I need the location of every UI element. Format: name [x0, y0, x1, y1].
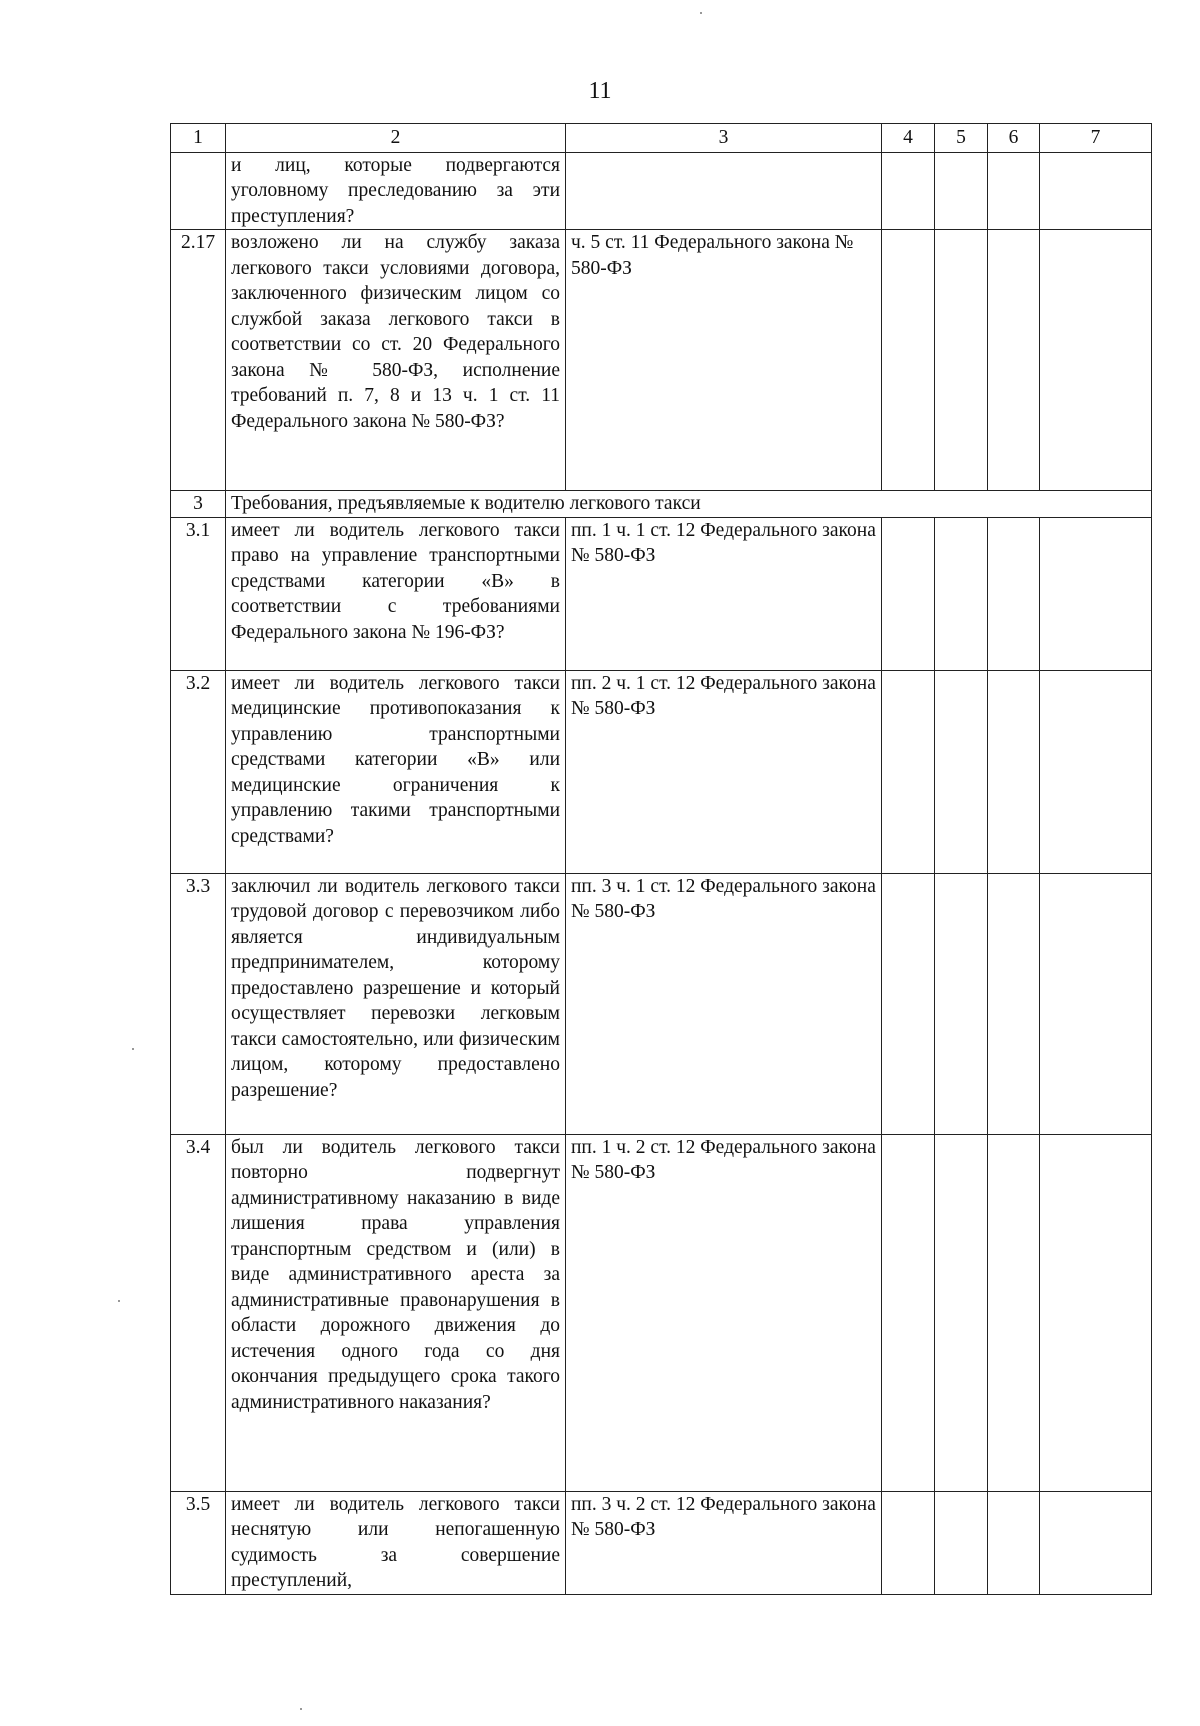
answer-cell	[935, 230, 988, 491]
answer-cell	[935, 1134, 988, 1491]
question-cell: возложено ли на службу заказа легкового такси условиями договора, заключенного физическим лицом со службой заказа легкового такси в соответствии со ст. 20 Федерального закона № 580-ФЗ, исполнение требований п. 7, 8 и 13 ч. 1 ст. 11 Федерального закона № 580-ФЗ?	[226, 230, 566, 491]
row-number	[171, 152, 226, 230]
notes-cell	[1040, 670, 1152, 873]
column-header: 7	[1040, 124, 1152, 153]
notes-cell	[1040, 517, 1152, 670]
answer-cell	[988, 1134, 1040, 1491]
row-number: 2.17	[171, 230, 226, 491]
table-row	[171, 873, 1152, 1134]
row-number: 3.3	[171, 873, 226, 1134]
page-number: 11	[588, 78, 612, 104]
answer-cell	[988, 1491, 1040, 1594]
scan-speck	[118, 1300, 120, 1302]
legal-basis-cell: пп. 2 ч. 1 ст. 12 Федерального закона № 580-ФЗ	[566, 670, 882, 873]
section-title: Требования, предъявляемые к водителю легкового такси	[226, 491, 1152, 518]
answer-cell	[935, 873, 988, 1134]
row-number: 3.2	[171, 670, 226, 873]
answer-cell	[882, 1134, 935, 1491]
scan-speck	[700, 12, 702, 14]
notes-cell	[1040, 1491, 1152, 1594]
table-row	[171, 517, 1152, 670]
section-row	[171, 491, 1152, 518]
answer-cell	[988, 152, 1040, 230]
column-header: 5	[935, 124, 988, 153]
question-cell: имеет ли водитель легкового такси неснятую или непогашенную судимость за совершение преступлений,	[226, 1491, 566, 1594]
column-header: 1	[171, 124, 226, 153]
checklist-table	[170, 123, 1152, 1595]
column-header: 6	[988, 124, 1040, 153]
row-number: 3.1	[171, 517, 226, 670]
notes-cell	[1040, 152, 1152, 230]
answer-cell	[882, 670, 935, 873]
legal-basis-cell	[566, 152, 882, 230]
scan-speck	[300, 1708, 302, 1710]
answer-cell	[882, 152, 935, 230]
answer-cell	[988, 873, 1040, 1134]
table-row	[171, 670, 1152, 873]
legal-basis-cell: пп. 1 ч. 2 ст. 12 Федерального закона № 580-ФЗ	[566, 1134, 882, 1491]
legal-basis-cell: пп. 1 ч. 1 ст. 12 Федерального закона № 580-ФЗ	[566, 517, 882, 670]
notes-cell	[1040, 873, 1152, 1134]
answer-cell	[935, 152, 988, 230]
table-row	[171, 152, 1152, 230]
answer-cell	[988, 230, 1040, 491]
answer-cell	[935, 517, 988, 670]
question-cell: заключил ли водитель легкового такси трудовой договор с перевозчиком либо является индивидуальным предпринимателем, которому предоставлено разрешение и который осуществляет перевозки легковым такси самостоятельно, или физическим лицом, которому предоставлено разрешение?	[226, 873, 566, 1134]
answer-cell	[935, 1491, 988, 1594]
scan-speck	[132, 1048, 134, 1050]
question-cell: имеет ли водитель легкового такси право на управление транспортными средствами категории «В» в соответствии с требованиями Федерального закона № 196-ФЗ?	[226, 517, 566, 670]
table-row	[171, 1134, 1152, 1491]
column-header: 3	[566, 124, 882, 153]
question-cell: имеет ли водитель легкового такси медицинские противопоказания к управлению транспортными средствами категории «В» или медицинские ограничения к управлению такими транспортными средствами?	[226, 670, 566, 873]
answer-cell	[882, 873, 935, 1134]
answer-cell	[882, 230, 935, 491]
legal-basis-cell: пп. 3 ч. 2 ст. 12 Федерального закона № 580-ФЗ	[566, 1491, 882, 1594]
row-number: 3.5	[171, 1491, 226, 1594]
notes-cell	[1040, 1134, 1152, 1491]
question-cell: и лиц, которые подвергаются уголовному преследованию за эти преступления?	[226, 152, 566, 230]
column-header: 2	[226, 124, 566, 153]
table-row	[171, 230, 1152, 491]
column-header: 4	[882, 124, 935, 153]
answer-cell	[935, 670, 988, 873]
row-number: 3.4	[171, 1134, 226, 1491]
answer-cell	[988, 670, 1040, 873]
legal-basis-cell: ч. 5 ст. 11 Федерального закона № 580-ФЗ	[566, 230, 882, 491]
table-row	[171, 1491, 1152, 1594]
row-number: 3	[171, 491, 226, 518]
answer-cell	[882, 517, 935, 670]
notes-cell	[1040, 230, 1152, 491]
question-cell: был ли водитель легкового такси повторно подвергнут административному наказанию в виде лишения права управления транспортным средством и (или) в виде административного ареста за административные правонарушения в области дорожного движения до истечения одного года со дня окончания предыдущего срока такого административного наказания?	[226, 1134, 566, 1491]
legal-basis-cell: пп. 3 ч. 1 ст. 12 Федерального закона № 580-ФЗ	[566, 873, 882, 1134]
answer-cell	[988, 517, 1040, 670]
table-header-row	[171, 124, 1152, 153]
answer-cell	[882, 1491, 935, 1594]
